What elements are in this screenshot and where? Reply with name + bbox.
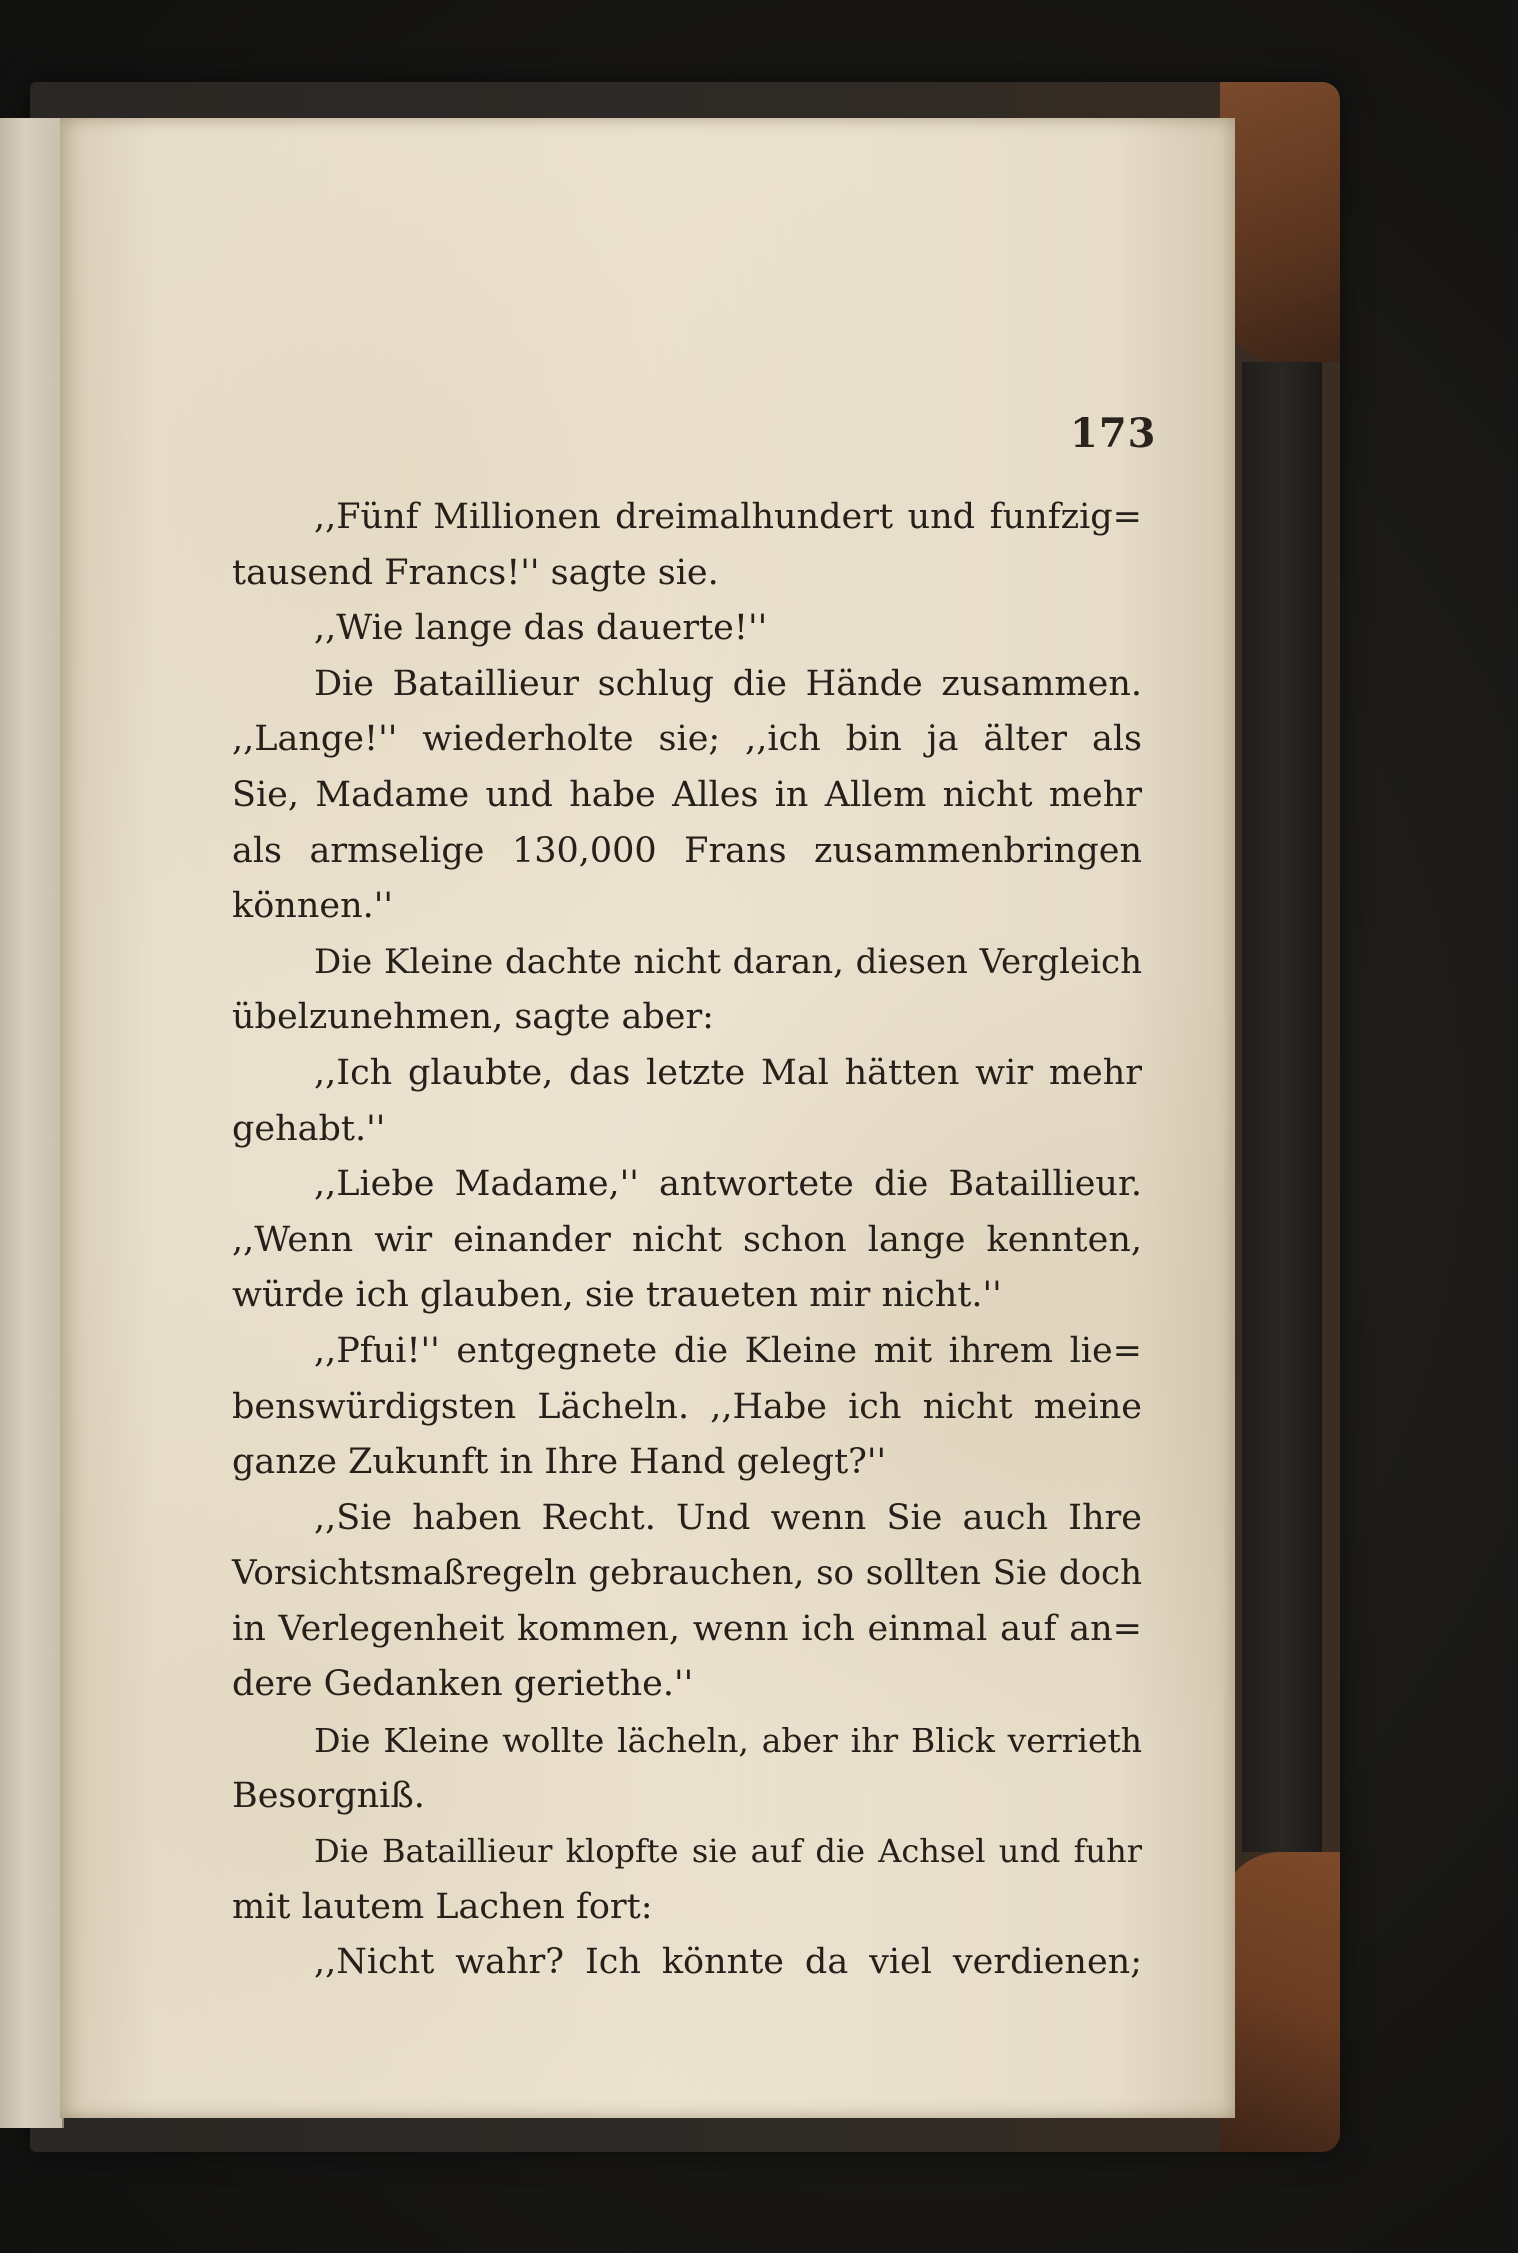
page-text	[232, 490, 1142, 1991]
leather-corner-top	[1220, 82, 1340, 362]
text-line: in Verlegenheit kommen, wenn ich einmal auf an=	[232, 1608, 1142, 1649]
text-line: ,,Wenn wir einander nicht schon lange kennten,	[232, 1219, 1142, 1260]
book-page	[60, 118, 1235, 2118]
text-line: als armselige 130,000 Frans zusammenbringen	[232, 830, 1142, 871]
leather-corner-bottom	[1220, 1852, 1340, 2152]
text-line: Besorgniß.	[232, 1775, 425, 1816]
text-line: mit lautem Lachen fort:	[232, 1886, 653, 1927]
text-line: können.''	[232, 886, 393, 927]
text-line: ,,Fünf Millionen dreimalhundert und funfzig=	[314, 497, 1142, 537]
text-line: ,,Pfui!'' entgegnete die Kleine mit ihrem lie=	[314, 1330, 1142, 1371]
text-line: ,,Ich glaubte, das letzte Mal hätten wir mehr	[314, 1052, 1142, 1093]
text-line: ,,Nicht wahr? Ich könnte da viel verdienen;	[314, 1942, 1142, 1983]
previous-pages-edge	[0, 118, 64, 2128]
text-line: übelzunehmen, sagte aber:	[232, 997, 714, 1038]
text-line: gehabt.''	[232, 1108, 386, 1149]
text-line: Sie, Madame und habe Alles in Allem nicht mehr	[232, 774, 1142, 815]
text-line: Vorsichtsmaßregeln gebrauchen, so sollten Sie doch	[232, 1553, 1142, 1594]
text-line: tausend Francs!'' sagte sie.	[232, 552, 719, 593]
text-line: benswürdigsten Lächeln. ,,Habe ich nicht meine	[232, 1386, 1142, 1427]
text-line: ,,Lange!'' wiederholte sie; ,,ich bin ja älter als	[232, 719, 1142, 760]
text-line: Die Kleine wollte lächeln, aber ihr Blick verrieth	[314, 1721, 1142, 1761]
text-line: ,,Wie lange das dauerte!''	[314, 608, 768, 649]
text-line: würde ich glauben, sie traueten mir nicht.''	[232, 1275, 1002, 1316]
text-line: ganze Zukunft in Ihre Hand gelegt?''	[232, 1442, 887, 1483]
page-number: 173	[1070, 410, 1157, 457]
text-line: Die Kleine dachte nicht daran, diesen Vergleich	[314, 941, 1142, 982]
text-line: Die Bataillieur klopfte sie auf die Achsel und fuhr	[314, 1832, 1142, 1871]
text-line: dere Gedanken geriethe.''	[232, 1664, 694, 1705]
text-line: ,,Liebe Madame,'' antwortete die Bataillieur.	[314, 1164, 1142, 1205]
cover-board-edge	[1242, 362, 1322, 1852]
text-line: ,,Sie haben Recht. Und wenn Sie auch Ihre	[314, 1497, 1142, 1538]
text-line: Die Bataillieur schlug die Hände zusammen.	[314, 663, 1142, 704]
